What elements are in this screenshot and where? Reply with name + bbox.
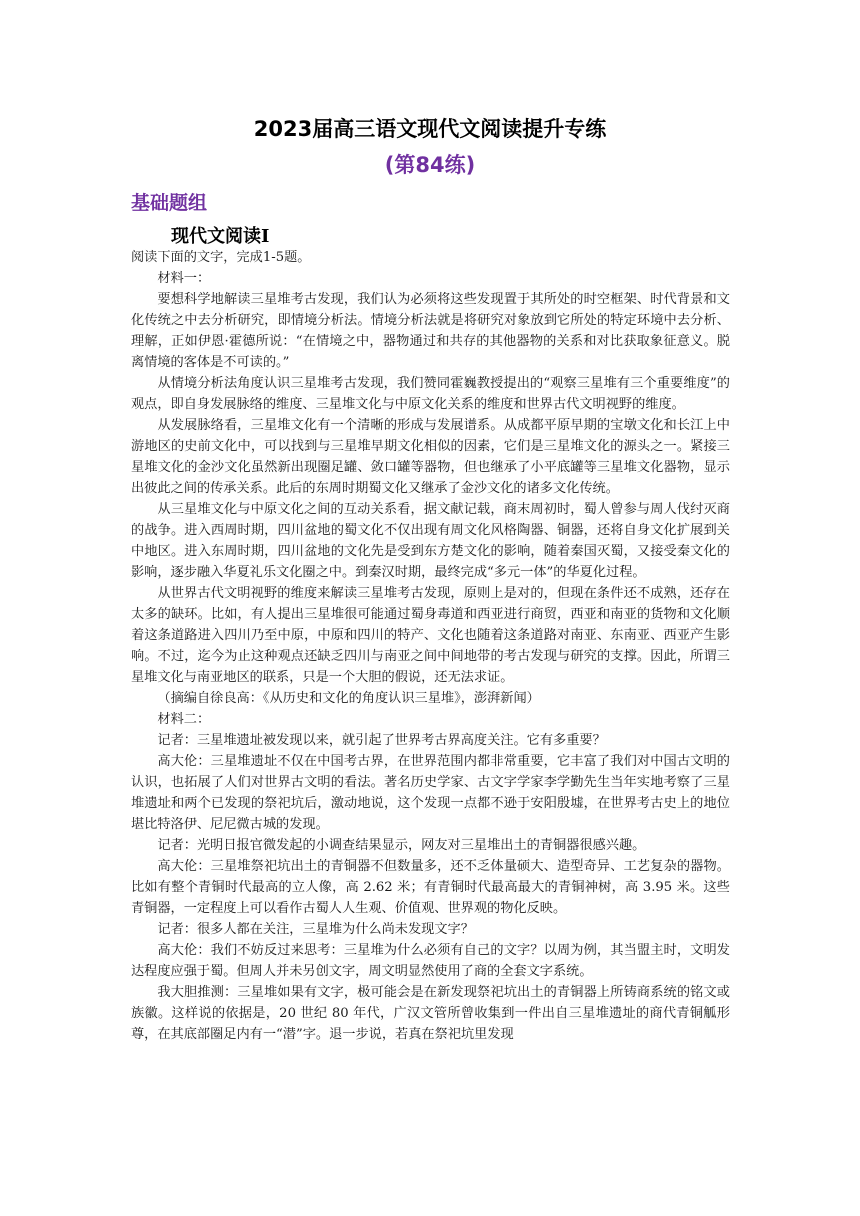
paragraph: 要想科学地解读三星堆考古发现，我们认为必须将这些发现置于其所处的时空框架、时代背景和文化传统之中去分析研究，即情境分析法。情境分析法就是将研究对象放到它所处的特定环境中去分析、理解，正如伊恩·霍德所说：“在情境之中，器物通过和共存的其他器物的关系和对比获取象征意义。脱离情境的客体是不可读的。”: [131, 292, 730, 370]
article-body: [131, 247, 730, 1045]
material-label: 材料一：: [157, 271, 211, 286]
interview-answer: 高大伦：三星堆遗址不仅在中国考古界，在世界范围内都非常重要，它丰富了我们对中国古文明的认识，也拓展了人们对世界古文明的看法。著名历史学家、古文字学家李学勤先生当年实地考察了三星堆遗址和两个已发现的祭祀坑后，激动地说，这个发现一点都不逊于安阳殷墟，在世界考古史上的地位堪比特洛伊、尼尼微古城的发现。: [131, 754, 730, 832]
document-subtitle: (第84练): [384, 153, 476, 177]
document-title: 2023届高三语文现代文阅读提升专练: [253, 117, 607, 141]
interview-question: 记者：光明日报官微发起的小调查结果显示，网友对三星堆出土的青铜器很感兴趣。: [157, 838, 646, 853]
paragraph: 从发展脉络看，三星堆文化有一个清晰的形成与发展谱系。从成都平原早期的宝墩文化和长江上中游地区的史前文化中，可以找到与三星堆早期文化相似的因素，它们是三星堆文化的源头之一。紧接三星堆文化的金沙文化虽然新出现圈足罐、敛口罐等器物，但也继承了小平底罐等三星堆文化器物，显示出彼此之间的传承关系。此后的东周时期蜀文化又继承了金沙文化的诸多文化传统。: [131, 418, 730, 496]
paragraph: 从情境分析法角度认识三星堆考古发现，我们赞同霍巍教授提出的“观察三星堆有三个重要维度”的观点，即自身发展脉络的维度、三星堆文化与中原文化关系的维度和世界古代文明视野的维度。: [131, 376, 730, 412]
paragraph: 从三星堆文化与中原文化之间的互动关系看，据文献记载，商末周初时，蜀人曾参与周人伐纣灭商的战争。进入西周时期，四川盆地的蜀文化不仅出现有周文化风格陶器、铜器，还将自身文化扩展到关中地区。进入东周时期，四川盆地的文化先是受到东方楚文化的影响，随着秦国灭蜀，又接受秦文化的影响，逐步融入华夏礼乐文化圈之中。到秦汉时期，最终完成“多元一体”的华夏化过程。: [131, 502, 730, 580]
interview-question: 记者：很多人都在关注，三星堆为什么尚未发现文字？: [157, 922, 474, 937]
interview-answer: 高大伦：三星堆祭祀坑出土的青铜器不但数量多，还不乏体量硕大、造型奇异、工艺复杂的器物。比如有整个青铜时代最高的立人像，高 2.62 米；有青铜时代最高最大的青铜神树，高 3.95 米。这些青铜器，一定程度上可以看作古蜀人人生观、价值观、世界观的物化反映。: [131, 859, 730, 916]
section-heading: 基础题组: [131, 192, 208, 214]
interview-question: 记者：三星堆遗址被发现以来，就引起了世界考古界高度关注。它有多重要？: [157, 733, 606, 748]
subsection-heading: 现代文阅读Ⅰ: [171, 226, 270, 247]
interview-answer: 我大胆推测：三星堆如果有文字，极可能会是在新发现祭祀坑出土的青铜器上所铸商系统的铭文或族徽。这样说的依据是，20 世纪 80 年代，广汉文管所曾收集到一件出自三星堆遗址的商代青铜觚形尊，在其底部圈足内有一“潜”字。退一步说，若真在祭祀坑里发现: [131, 985, 730, 1042]
material-label: 材料二：: [157, 712, 211, 727]
source-citation: （摘编自徐良高：《从历史和文化的角度认识三星堆》，澎湃新闻）: [157, 691, 540, 706]
interview-answer: 高大伦：我们不妨反过来思考：三星堆为什么必须有自己的文字？以周为例，其当盟主时，文明发达程度应强于蜀。但周人并未另创文字，周文明显然使用了商的全套文字系统。: [131, 943, 730, 979]
paragraph: 从世界古代文明视野的维度来解读三星堆考古发现，原则上是对的，但现在条件还不成熟，还存在太多的缺环。比如，有人提出三星堆很可能通过蜀身毒道和西亚进行商贸，西亚和南亚的货物和文化顺着这条道路进入四川乃至中原，中原和四川的特产、文化也随着这条道路对南亚、东南亚、西亚产生影响。不过，迄今为止这种观点还缺乏四川与南亚之间中间地带的考古发现与研究的支撑。因此，所谓三星堆文化与南亚地区的联系，只是一个大胆的假说，还无法求证。: [131, 586, 730, 685]
instruction-line: 阅读下面的文字，完成1-5题。: [131, 250, 311, 265]
